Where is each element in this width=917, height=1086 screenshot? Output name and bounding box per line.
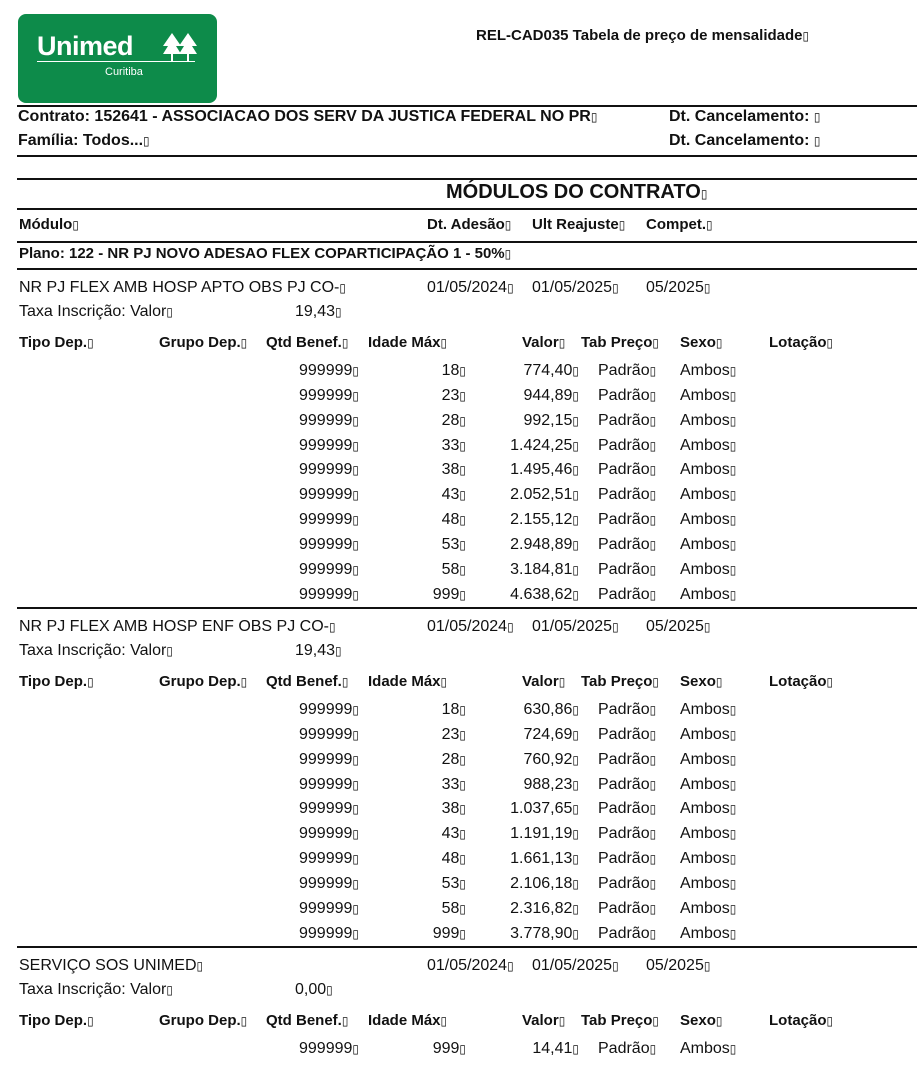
tree-icon [163,33,197,61]
cell-sexo: Ambos▯ [680,924,737,942]
header-adesao: Dt. Adesão▯ [427,216,512,233]
cell-idade: 28▯ [441,750,466,768]
cell-tab-preco: Padrão▯ [598,560,657,578]
cell-sexo: Ambos▯ [680,899,737,917]
cell-idade: 23▯ [441,725,466,743]
cell-qtd: 999999▯ [299,535,359,553]
cell-qtd: 999999▯ [299,775,359,793]
cell-valor: 944,89▯ [523,386,579,404]
module-adesao: 01/05/2024▯ [427,957,514,974]
col-lotacao: Lotação▯ [769,334,834,351]
cell-valor: 1.424,25▯ [510,436,579,454]
col-grupo-dep: Grupo Dep.▯ [159,334,248,351]
cell-valor: 1.037,65▯ [510,800,579,818]
cell-valor: 4.638,62▯ [510,585,579,603]
cell-tab-preco: Padrão▯ [598,874,657,892]
cell-tab-preco: Padrão▯ [598,850,657,868]
divider [17,178,917,180]
module-name: SERVIÇO SOS UNIMED▯ [19,957,204,974]
divider [17,155,917,157]
cell-qtd: 999999▯ [299,874,359,892]
cell-qtd: 999999▯ [299,486,359,504]
cell-sexo: Ambos▯ [680,585,737,603]
family-label: Família: Todos...▯ [18,132,150,149]
cell-qtd: 999999▯ [299,825,359,843]
divider [17,208,917,210]
cell-idade: 48▯ [441,850,466,868]
cell-valor: 2.155,12▯ [510,511,579,529]
cell-idade: 43▯ [441,825,466,843]
cell-sexo: Ambos▯ [680,800,737,818]
module-compet: 05/2025▯ [646,279,711,296]
cell-sexo: Ambos▯ [680,1040,737,1057]
divider [17,946,917,948]
plan-label: Plano: 122 - NR PJ NOVO ADESAO FLEX COPARTICIPAÇÃO 1 - 50%▯ [19,245,512,262]
cell-idade: 28▯ [441,411,466,429]
cell-idade: 999▯ [432,1040,466,1057]
cell-idade: 53▯ [441,535,466,553]
module-name: NR PJ FLEX AMB HOSP APTO OBS PJ CO-▯ [19,279,346,296]
cell-sexo: Ambos▯ [680,386,737,404]
col-idade-max: Idade Máx▯ [368,334,448,351]
module-compet: 05/2025▯ [646,957,711,974]
divider [17,105,917,107]
cell-valor: 724,69▯ [523,725,579,743]
cell-idade: 48▯ [441,511,466,529]
cell-qtd: 999999▯ [299,411,359,429]
cell-tab-preco: Padrão▯ [598,362,657,379]
cell-qtd: 999999▯ [299,850,359,868]
col-sexo: Sexo▯ [680,334,723,351]
cell-tab-preco: Padrão▯ [598,701,657,718]
cell-sexo: Ambos▯ [680,535,737,553]
cell-tab-preco: Padrão▯ [598,800,657,818]
cell-valor: 774,40▯ [523,362,579,379]
col-tab-preco: Tab Preço▯ [581,334,660,351]
cell-valor: 1.661,13▯ [510,850,579,868]
cell-sexo: Ambos▯ [680,560,737,578]
col-lotacao: Lotação▯ [769,673,834,690]
module-reajuste: 01/05/2025▯ [532,618,619,635]
cell-tab-preco: Padrão▯ [598,725,657,743]
module-name: NR PJ FLEX AMB HOSP ENF OBS PJ CO-▯ [19,618,336,635]
module-compet: 05/2025▯ [646,618,711,635]
cell-sexo: Ambos▯ [680,511,737,529]
taxa-label: Taxa Inscrição: Valor▯ [19,303,173,320]
cell-valor: 988,23▯ [523,775,579,793]
cell-tab-preco: Padrão▯ [598,775,657,793]
cell-tab-preco: Padrão▯ [598,825,657,843]
cell-idade: 18▯ [441,701,466,718]
unimed-logo [18,14,217,103]
col-qtd-benef: Qtd Benef.▯ [266,1012,349,1029]
cell-idade: 18▯ [441,362,466,379]
cell-valor: 2.052,51▯ [510,486,579,504]
cell-qtd: 999999▯ [299,511,359,529]
header-modulo: Módulo▯ [19,216,79,233]
cell-valor: 760,92▯ [523,750,579,768]
taxa-value: 19,43▯ [295,303,342,320]
cell-idade: 53▯ [441,874,466,892]
col-tipo-dep: Tipo Dep.▯ [19,673,94,690]
module-adesao: 01/05/2024▯ [427,618,514,635]
cell-tab-preco: Padrão▯ [598,924,657,942]
cell-idade: 58▯ [441,899,466,917]
cell-sexo: Ambos▯ [680,825,737,843]
cell-tab-preco: Padrão▯ [598,486,657,504]
cell-qtd: 999999▯ [299,461,359,479]
col-qtd-benef: Qtd Benef.▯ [266,673,349,690]
taxa-label: Taxa Inscrição: Valor▯ [19,642,173,659]
cell-sexo: Ambos▯ [680,362,737,379]
section-title: MÓDULOS DO CONTRATO▯ [446,181,708,203]
cancel-date-1: Dt. Cancelamento: ▯ [669,108,821,125]
col-valor: Valor▯ [522,334,566,351]
cell-idade: 999▯ [432,585,466,603]
cell-idade: 999▯ [432,924,466,942]
col-idade-max: Idade Máx▯ [368,673,448,690]
cancel-date-2: Dt. Cancelamento: ▯ [669,132,821,149]
cell-valor: 2.106,18▯ [510,874,579,892]
contract-label: Contrato: 152641 - ASSOCIACAO DOS SERV DA JUSTICA FEDERAL NO PR▯ [18,108,598,125]
cell-idade: 23▯ [441,386,466,404]
cell-sexo: Ambos▯ [680,411,737,429]
cell-tab-preco: Padrão▯ [598,750,657,768]
cell-qtd: 999999▯ [299,362,359,379]
cell-idade: 58▯ [441,560,466,578]
col-grupo-dep: Grupo Dep.▯ [159,673,248,690]
cell-sexo: Ambos▯ [680,874,737,892]
cell-qtd: 999999▯ [299,701,359,718]
cell-qtd: 999999▯ [299,436,359,454]
cell-tab-preco: Padrão▯ [598,585,657,603]
col-tipo-dep: Tipo Dep.▯ [19,1012,94,1029]
cell-tab-preco: Padrão▯ [598,411,657,429]
col-grupo-dep: Grupo Dep.▯ [159,1012,248,1029]
cell-tab-preco: Padrão▯ [598,436,657,454]
module-reajuste: 01/05/2025▯ [532,279,619,296]
cell-valor: 3.184,81▯ [510,560,579,578]
col-qtd-benef: Qtd Benef.▯ [266,334,349,351]
col-valor: Valor▯ [522,1012,566,1029]
module-adesao: 01/05/2024▯ [427,279,514,296]
cell-qtd: 999999▯ [299,800,359,818]
cell-tab-preco: Padrão▯ [598,511,657,529]
cell-sexo: Ambos▯ [680,486,737,504]
cell-valor: 1.191,19▯ [510,825,579,843]
cell-valor: 992,15▯ [523,411,579,429]
module-reajuste: 01/05/2025▯ [532,957,619,974]
cell-valor: 1.495,46▯ [510,461,579,479]
cell-qtd: 999999▯ [299,386,359,404]
cell-sexo: Ambos▯ [680,461,737,479]
cell-tab-preco: Padrão▯ [598,899,657,917]
cell-sexo: Ambos▯ [680,701,737,718]
cell-idade: 38▯ [441,800,466,818]
divider [17,241,917,243]
cell-tab-preco: Padrão▯ [598,461,657,479]
taxa-label: Taxa Inscrição: Valor▯ [19,981,173,998]
cell-tab-preco: Padrão▯ [598,1040,657,1057]
logo-brand: Unimed [37,31,134,61]
col-idade-max: Idade Máx▯ [368,1012,448,1029]
report-title: REL-CAD035 Tabela de preço de mensalidade▯ [476,27,810,44]
cell-idade: 33▯ [441,775,466,793]
cell-qtd: 999999▯ [299,725,359,743]
cell-tab-preco: Padrão▯ [598,535,657,553]
cell-idade: 38▯ [441,461,466,479]
cell-qtd: 999999▯ [299,560,359,578]
cell-sexo: Ambos▯ [680,436,737,454]
cell-idade: 43▯ [441,486,466,504]
header-reajuste: Ult Reajuste▯ [532,216,626,233]
cell-qtd: 999999▯ [299,1040,359,1057]
cell-valor: 3.778,90▯ [510,924,579,942]
logo-city: Curitiba [105,66,143,78]
col-tab-preco: Tab Preço▯ [581,673,660,690]
cell-qtd: 999999▯ [299,750,359,768]
cell-qtd: 999999▯ [299,899,359,917]
cell-valor: 630,86▯ [523,701,579,718]
col-sexo: Sexo▯ [680,1012,723,1029]
divider [17,607,917,609]
col-valor: Valor▯ [522,673,566,690]
cell-sexo: Ambos▯ [680,850,737,868]
cell-valor: 2.948,89▯ [510,535,579,553]
col-tipo-dep: Tipo Dep.▯ [19,334,94,351]
cell-valor: 14,41▯ [532,1040,579,1057]
logo-underline [37,61,195,62]
cell-tab-preco: Padrão▯ [598,386,657,404]
cell-qtd: 999999▯ [299,924,359,942]
cell-sexo: Ambos▯ [680,750,737,768]
col-tab-preco: Tab Preço▯ [581,1012,660,1029]
cell-sexo: Ambos▯ [680,725,737,743]
cell-qtd: 999999▯ [299,585,359,603]
cell-idade: 33▯ [441,436,466,454]
taxa-value: 0,00▯ [295,981,333,998]
cell-sexo: Ambos▯ [680,775,737,793]
col-sexo: Sexo▯ [680,673,723,690]
divider [17,268,917,270]
cell-valor: 2.316,82▯ [510,899,579,917]
header-compet: Compet.▯ [646,216,713,233]
taxa-value: 19,43▯ [295,642,342,659]
col-lotacao: Lotação▯ [769,1012,834,1029]
